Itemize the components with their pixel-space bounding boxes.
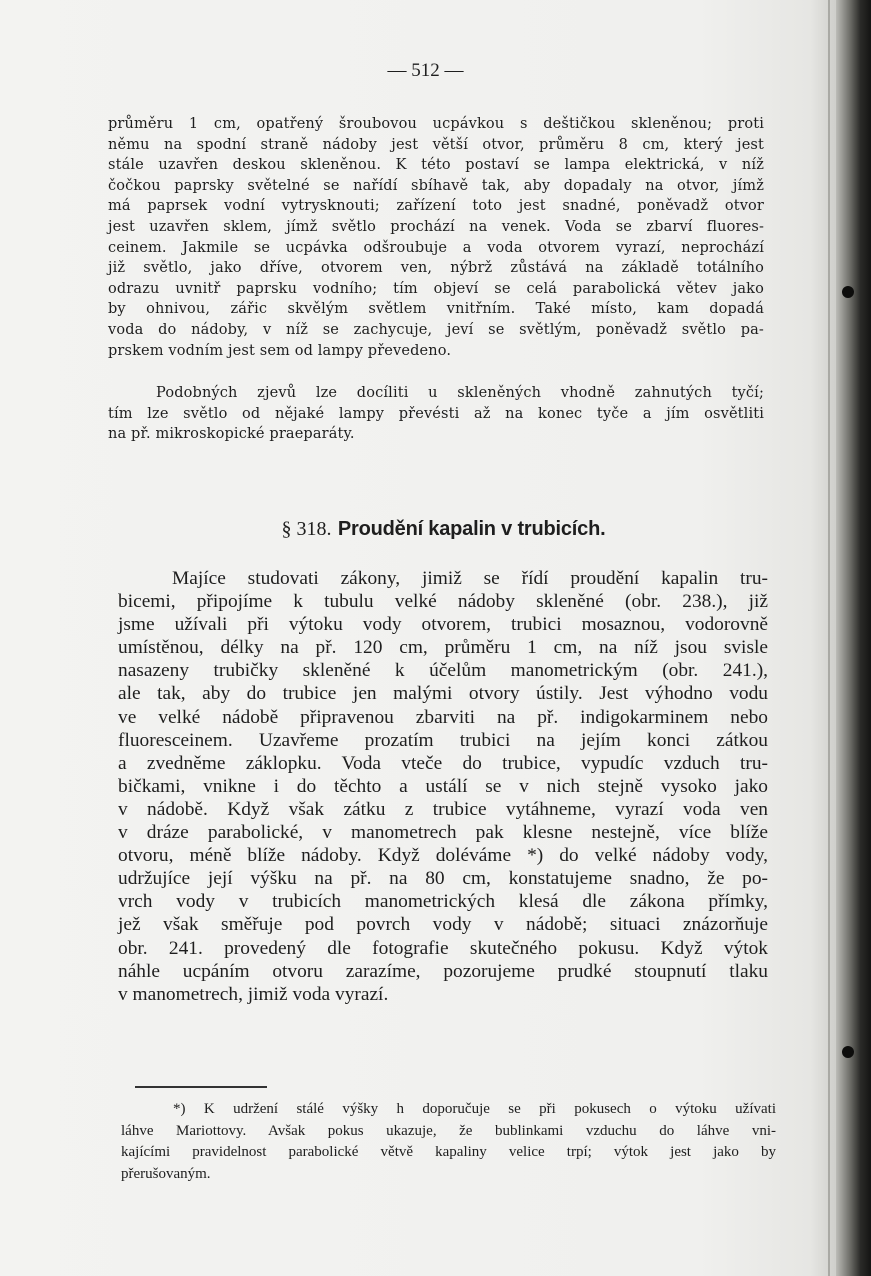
text-line: obr. 241. provedený dle fotografie skutečného pokusu. Když výtok [118,937,768,959]
text-line: fluoresceinem. Uzavřeme prozatím trubici na jejím konci zátkou [118,729,768,751]
text-line: jež však směřuje pod povrch vody v nádobě; situaci znázorňuje [118,914,768,936]
text-line: jsme užívali při výtoku vody otvorem, trubici mosaznou, vodorovně [118,614,768,636]
text-line: by ohnivou, zářic skvělým světlem vnitřním. Také místo, kam dopadá [108,301,764,318]
text-line: již světlo, jako dříve, otvorem ven, nýbrž zůstává na základě totálního [108,260,764,277]
text-line: otvoru, méně blíže nádoby. Když doléváme *) do velké nádoby vody, [118,845,768,867]
text-line: *) K udržení stálé výšky h doporučuje se při pokusech o výtoku užívati [173,1101,776,1117]
text-line: náhle ucpáním otvoru zarazíme, pozorujeme prudké stoupnutí tlaku [118,960,768,982]
text-line: kajícími pravidelnost parabolické větvě kapaliny velice trpí; výtok jest jako by [121,1144,776,1160]
text-line: ale tak, aby do trubice jen malými otvory ústily. Jest výhodno vodu [118,683,768,705]
text-line: stále uzavřen deskou skleněnou. K této postaví se lampa elektrická, v níž [108,157,764,174]
text-line: ve velké nádobě připravenou zbarviti na př. indigokarminem nebo [118,706,768,728]
text-line: průměru 1 cm, opatřený šroubovou ucpávkou s deštičkou skleněnou; proti [108,116,764,132]
text-line: v nádobě. Když však zátku z trubice vytáhneme, vyrazí voda ven [118,798,768,820]
section-heading [0,516,871,541]
text-line: na př. mikroskopické praeparáty. [108,426,355,443]
text-line: ceinem. Jakmile se ucpávka odšroubuje a voda otvorem vyrazí, neprochází [108,239,764,256]
footnote [121,1099,776,1185]
text-line: tím lze světlo od nějaké lampy převésti až na konec tyče a jím osvětliti [108,405,764,422]
paragraph-1 [108,114,764,361]
text-line: má paprsek vodní vytrysknouti; zařízení toto jest snadné, poněvadž otvor [108,198,764,215]
text-line: bičkami, vnikne i do těchto a ustálí se v nich stejně vysoko jako [118,775,768,797]
paragraph-2 [108,383,764,445]
text-line: v manometrech, jimiž voda vyrazí. [118,983,389,1005]
text-line: v dráze parabolické, v manometrech pak klesne nestejně, více blíže [118,822,768,844]
text-line: umístěnou, délky na př. 120 cm, průměru 1 cm, na níž jsou svisle [118,637,768,659]
binding-hole-icon [842,286,854,298]
page-number: — 512 — [387,60,464,81]
text-line: němu na spodní straně nádoby jest větší otvor, průměru 8 cm, který jest [108,136,764,153]
text-line: odrazu uvnitř paprsku vodního; tím objeví se celá parabolická větev jako [108,280,764,297]
binding-hole-icon [842,1046,854,1058]
text-line: a zvedněme záklopku. Voda vteče do trubice, vypudíc vzduch tru- [118,752,768,774]
text-line: čočkou paprsky světelné se nařídí sbíhavě tak, aby dopadaly na otvor, jímž [108,177,764,194]
page-edge-shadow [836,0,871,1276]
text-line: přerušovaným. [121,1165,211,1182]
text-line: vrch vody v trubicích manometrických klesá dle zákona přímky, [118,891,768,913]
text-line: láhve Mariottovy. Avšak pokus ukazuje, že bublinkami vzduchu do láhve vni- [121,1122,776,1139]
text-line: prskem vodním jest sem od lampy převedeno. [108,342,452,359]
text-line: bicemi, připojíme k tubulu velké nádoby skleněné (obr. 238.), již [118,591,768,613]
text-line: Podobných zjevů lze docíliti u skleněných vhodně zahnutých tyčí; [156,385,764,401]
page-fold-line [828,0,830,1276]
text-line: voda do nádoby, v níž se zachycuje, jeví se světlým, poněvadž světlo pa- [108,321,764,338]
text-line: udržujíce její výšku na př. na 80 cm, konstatujeme snadno, že po- [118,868,768,890]
footnote-divider [135,1086,267,1088]
main-paragraph [118,567,768,1006]
section-title: Proudění kapalin v trubicích. [337,518,606,540]
text-line: nasazeny trubičky skleněné k účelům manometrickým (obr. 241.), [118,660,768,682]
text-line: jest uzavřen sklem, jímž světlo prochází na venek. Voda se zbarví fluores- [108,218,764,235]
text-line: Majíce studovati zákony, jimiž se řídí proudění kapalin tru- [172,568,768,589]
section-number: § 318. [281,518,332,540]
